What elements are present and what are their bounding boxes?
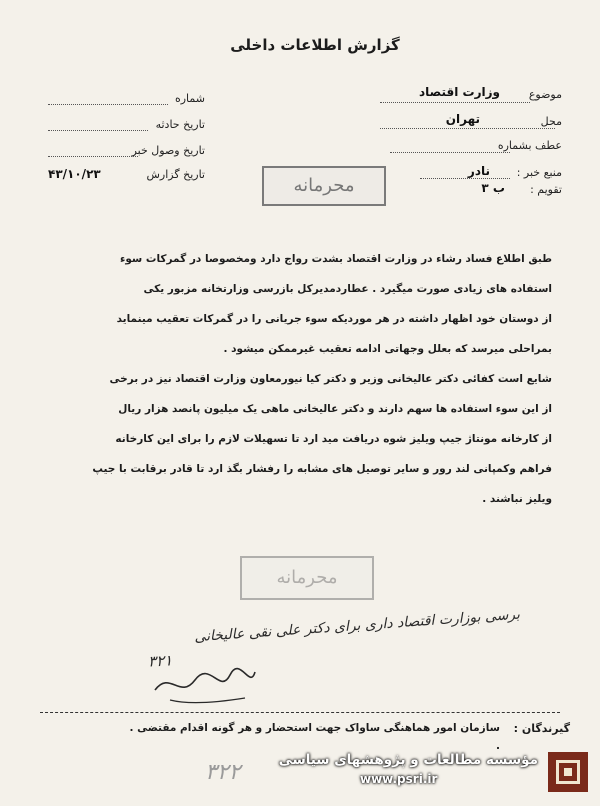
field-value-location: تهران [445,112,480,126]
handwritten-number: ۳۲۱ [147,651,173,671]
recipients-label: گیرندگان : [513,722,570,735]
institute-logo-icon [548,752,588,792]
body-line: از کارخانه مونتاژ جیپ ویلیز شوه دریافت مید ارد تا تسهیلات لازم را برای این کارخانه [115,433,552,445]
field-label-subject: موضوع [528,88,562,101]
separator-line [40,712,560,713]
field-label-incident-date: تاریخ حادثه [155,118,205,131]
body-line: از دوستان خود اظهار داشته در هر موردیکه سوء جریانی را در گمرکات تعقیب مینماید [116,313,552,325]
field-label-number: شماره [174,92,205,105]
field-value-report-date: ۴۳/۱۰/۲۳ [48,167,101,181]
handwritten-signature [150,660,260,710]
body-line: از این سوء استفاده ها سهم دارند و دکتر عالیخانی ماهی یک میلیون پانصد هزار ریال [118,403,552,415]
field-label-received-date: تاریخ وصول خبر [131,144,205,157]
bottom-number: ۳۲۲ [205,760,241,785]
field-label-reference: عطف بشماره [497,139,562,152]
body-line: فراهم وکمپانی لند رور و سایر توصیل های مشابه را رفشار بگذ ارد تا قادر برقابت با جیپ [92,463,552,475]
document-title: گزارش اطلاعات داخلی [230,36,400,54]
watermark-url: www.psri.ir [360,772,438,786]
recipients-line: سازمان امور هماهنگی ساواک جهت استحضار و هر گونه اقدام مقتضی . [129,722,500,734]
body-line: ویلیز نباشند . [482,493,552,505]
watermark-institute-name: مؤسسه مطالعات و پژوهشهای سیاسی [278,752,538,768]
field-label-location: محل [540,115,562,128]
field-value-rating: ب ۳ [481,181,505,195]
recipients-line: . [496,740,500,752]
confidential-stamp-faded-text: محرمانه [276,567,338,588]
body-line: شایع است کفائی دکتر عالیخانی وزیر و دکتر کیا نیورمعاون وزارت اقتصاد نیز در برخی [109,373,552,385]
field-label-rating: تقویم : [530,183,562,196]
confidential-stamp-faded [240,556,374,600]
body-line: بمراحلی میرسد که بعلل وجهاتی ادامه تعقیب غیرممکن میشود . [223,343,552,355]
confidential-stamp-text: محرمانه [293,175,355,196]
handwritten-note: برسی بوزارت اقتصاد داری برای دکتر علی نقی عالیخانی [193,606,521,646]
confidential-stamp [262,166,386,206]
body-line: طبق اطلاع فساد رشاء در وزارت اقتصاد بشدت رواج دارد ومخصوصا در گمرکات سوء [119,253,552,265]
field-value-subject: وزارت اقتصاد [419,85,500,99]
body-line: استفاده های زیادی صورت میگیرد . عطاردمدیرکل بازرسی وزارتخانه مزبور یکی [143,283,552,295]
field-value-source: نادر [467,164,490,178]
field-label-report-date: تاریخ گزارش [146,168,205,181]
field-label-source: منبع خبر : [516,166,562,179]
